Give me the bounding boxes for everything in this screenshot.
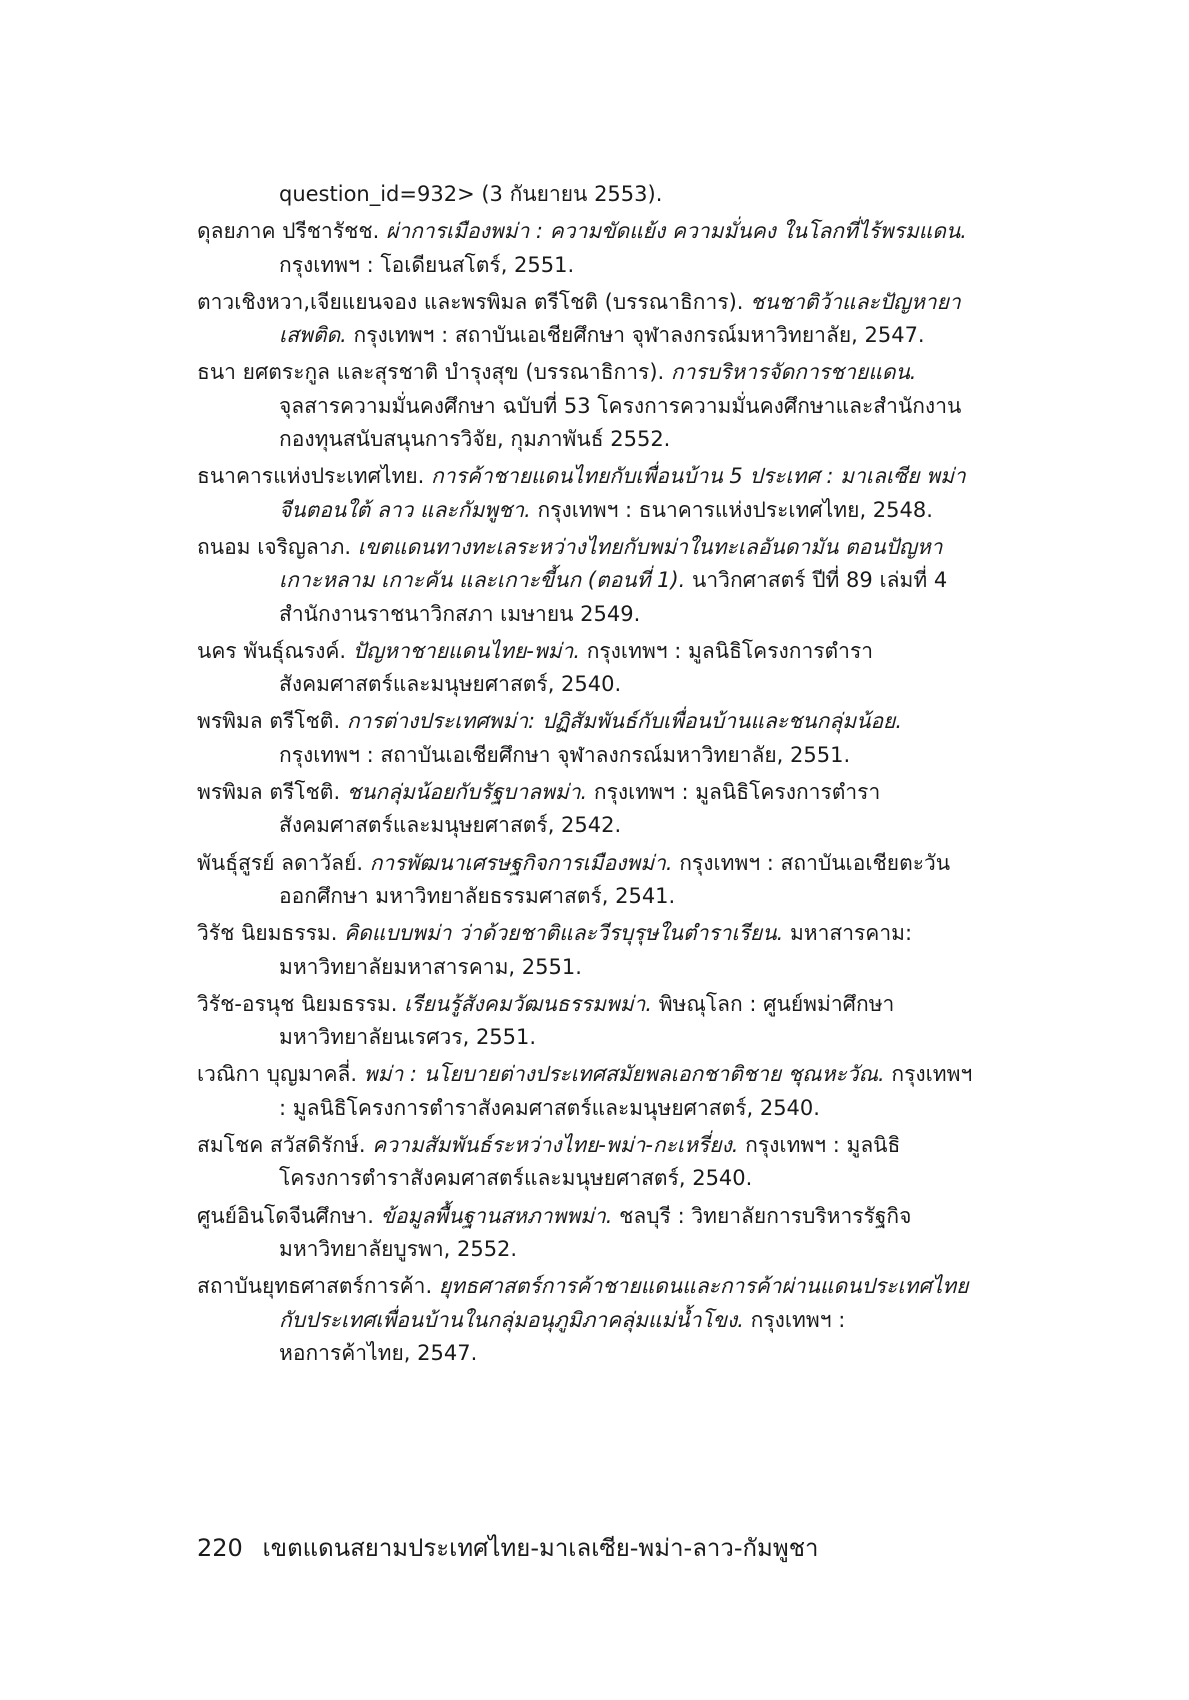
bibliography-entry: เวณิกา บุญมาคลี่. พม่า : นโยบายต่างประเทศสมัยพลเอกชาติชาย ชุณหะวัณ. กรุงเทพฯ : มูลนิธิโครงการตำราสังคมศาสตร์และมนุษยศาสตร์, 2540. [197, 1062, 973, 1120]
bibliography-entry: ถนอม เจริญลาภ. เขตแดนทางทะเลระหว่างไทยกับพม่าในทะเลอันดามัน ตอนปัญหาเกาะหลาม เกาะคัน และเกาะขี้นก (ตอนที่ 1). นาวิกศาสตร์ ปีที่ 89 เล่มที่ 4 สำนักงานราชนาวิกสภา เมษายน 2549. [197, 534, 948, 626]
page-number: 220 [197, 1534, 243, 1562]
entry-title: ปัญหาชายแดนไทย-พม่า. [352, 638, 580, 663]
page-footer [197, 1533, 818, 1563]
entry-title: ชนชาติว้าและปัญหายาเสพติด. [279, 289, 961, 348]
bibliography-entry: สมโชค สวัสดิรักษ์. ความสัมพันธ์ระหว่างไทย-พม่า-กะเหรี่ยง. กรุงเทพฯ : มูลนิธิโครงการตำราสังคมศาสตร์และมนุษยศาสตร์, 2540. [197, 1133, 901, 1191]
bibliography-entry: ธนา ยศตระกูล และสุรชาติ บำรุงสุข (บรรณาธิการ). การบริหารจัดการชายแดน. จุลสารความมั่นคงศึกษา ฉบับที่ 53 โครงการความมั่นคงศึกษาและสำนักงานกองทุนสนับสนุนการวิจัย, กุมภาพันธ์ 2552. [197, 360, 962, 452]
entry-title: การต่างประเทศพม่า: ปฏิสัมพันธ์กับเพื่อนบ้านและชนกลุ่มน้อย. [346, 709, 903, 734]
running-title: เขตแดนสยามประเทศไทย-มาเลเซีย-พม่า-ลาว-กัมพูชา [262, 1534, 819, 1562]
entry-title: ชนกลุ่มน้อยกับรัฐบาลพม่า. [346, 780, 588, 805]
entry-title: ยุทธศาสตร์การค้าชายแดนและการค้าผ่านแดนประเทศไทยกับประเทศเพื่อนบ้านในกลุ่มอนุภูมิภาคลุ่มแม่น้ำโขง. [279, 1274, 969, 1332]
bibliography-continuation: question_id=932> (3 กันยายน 2553). [279, 182, 663, 206]
bibliography-entry: สถาบันยุทธศาสตร์การค้า. ยุทธศาสตร์การค้าชายแดนและการค้าผ่านแดนประเทศไทยกับประเทศเพื่อนบ้านในกลุ่มอนุภูมิภาคลุ่มแม่น้ำโขง. กรุงเทพฯ : หอการค้าไทย, 2547. [197, 1274, 969, 1365]
bibliography-entry: วิรัช นิยมธรรม. คิดแบบพม่า ว่าด้วยชาติและวีรบุรุษในตำราเรียน. มหาสารคาม: มหาวิทยาลัยมหาสารคาม, 2551. [197, 921, 913, 979]
entry-title: ผ่าการเมืองพม่า : ความขัดแย้ง ความมั่นคง ในโลกที่ไร้พรมแดน. [385, 219, 967, 244]
bibliography-entry: ดุลยภาค ปรีชารัชช. ผ่าการเมืองพม่า : ความขัดแย้ง ความมั่นคง ในโลกที่ไร้พรมแดน. กรุงเทพฯ : โอเดียนสโตร์, 2551. [197, 219, 967, 277]
entry-title: ความสัมพันธ์ระหว่างไทย-พม่า-กะเหรี่ยง. [372, 1133, 739, 1158]
bibliography-entry: พรพิมล ตรีโชติ. ชนกลุ่มน้อยกับรัฐบาลพม่า. กรุงเทพฯ : มูลนิธิโครงการตำราสังคมศาสตร์และมนุษยศาสตร์, 2542. [197, 780, 881, 838]
bibliography-entry: พรพิมล ตรีโชติ. การต่างประเทศพม่า: ปฏิสัมพันธ์กับเพื่อนบ้านและชนกลุ่มน้อย. กรุงเทพฯ : สถาบันเอเชียศึกษา จุฬาลงกรณ์มหาวิทยาลัย, 2551. [197, 709, 903, 767]
entry-title: การค้าชายแดนไทยกับเพื่อนบ้าน 5 ประเทศ : มาเลเซีย พม่า จีนตอนใต้ ลาว และกัมพูชา. [279, 464, 966, 522]
entry-title: การบริหารจัดการชายแดน. [670, 360, 917, 385]
bibliography-entry: ธนาคารแห่งประเทศไทย. การค้าชายแดนไทยกับเพื่อนบ้าน 5 ประเทศ : มาเลเซีย พม่า จีนตอนใต้ ลาว และกัมพูชา. กรุงเทพฯ : ธนาคารแห่งประเทศไทย, 2548. [197, 464, 966, 522]
bibliography-entry: ตาวเชิงหวา,เจียแยนจอง และพรพิมล ตรีโชติ (บรรณาธิการ). ชนชาติว้าและปัญหายาเสพติด. กรุงเทพฯ : สถาบันเอเชียศึกษา จุฬาลงกรณ์มหาวิทยาลัย, 2547. [197, 289, 961, 348]
entry-title: เขตแดนทางทะเลระหว่างไทยกับพม่าในทะเลอันดามัน ตอนปัญหาเกาะหลาม เกาะคัน และเกาะขี้นก (ตอนที่ 1). [279, 534, 943, 593]
entry-title: เรียนรู้สังคมวัฒนธรรมพม่า. [404, 991, 653, 1016]
bibliography-entry: พันธุ์สูรย์ ลดาวัลย์. การพัฒนาเศรษฐกิจการเมืองพม่า. กรุงเทพฯ : สถาบันเอเชียตะวันออกศึกษา มหาวิทยาลัยธรรมศาสตร์, 2541. [197, 850, 951, 908]
entry-title: พม่า : นโยบายต่างประเทศสมัยพลเอกชาติชาย ชุณหะวัณ. [363, 1062, 885, 1087]
entry-title: การพัฒนาเศรษฐกิจการเมืองพม่า. [369, 850, 673, 875]
bibliography-list [197, 178, 977, 1374]
bibliography-entry: วิรัช-อรนุช นิยมธรรม. เรียนรู้สังคมวัฒนธรรมพม่า. พิษณุโลก : ศูนย์พม่าศึกษา มหาวิทยาลัยนเรศวร, 2551. [197, 991, 895, 1050]
bibliography-entry: นคร พันธุ์ณรงค์. ปัญหาชายแดนไทย-พม่า. กรุงเทพฯ : มูลนิธิโครงการตำราสังคมศาสตร์และมนุษยศาสตร์, 2540. [197, 638, 874, 697]
entry-title: ข้อมูลพื้นฐานสหภาพพม่า. [380, 1203, 613, 1228]
bibliography-entry: ศูนย์อินโดจีนศึกษา. ข้อมูลพื้นฐานสหภาพพม่า. ชลบุรี : วิทยาลัยการบริหารรัฐกิจ มหาวิทยาลัยบูรพา, 2552. [197, 1203, 912, 1261]
entry-title: คิดแบบพม่า ว่าด้วยชาติและวีรบุรุษในตำราเรียน. [344, 921, 784, 946]
